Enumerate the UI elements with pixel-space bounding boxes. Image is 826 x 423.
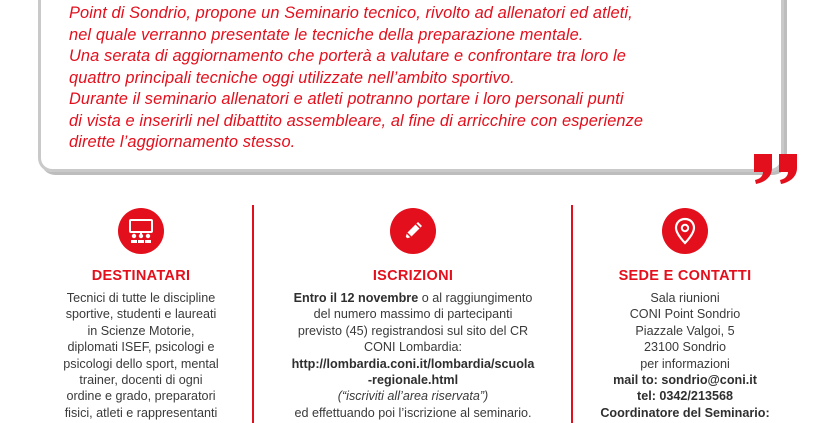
intro-line: Durante il seminario allenatori e atleti potranno portare i loro personali punti: [69, 90, 624, 108]
sede-body: [578, 290, 792, 421]
contact-phone[interactable]: tel: 0342/213568: [637, 389, 733, 404]
destinatari-line: sportive, studenti e laureati: [65, 307, 217, 322]
destinatari-line: diplomati ISEF, psicologi e: [67, 340, 215, 355]
sede-line: Piazzale Valgoi, 5: [635, 323, 735, 338]
intro-line: nel quale verranno presentate le tecniche della preparazione mentale.: [69, 25, 584, 44]
sede-line: CONI Point Sondrio: [629, 307, 741, 322]
iscrizioni-title: ISCRIZIONI: [372, 268, 454, 284]
destinatari-line: Tecnici di tutte le discipline: [66, 291, 216, 305]
location-pin-icon: [662, 208, 708, 254]
intro-line: quattro principali tecniche oggi utilizzate nell’ambito sportivo.: [69, 68, 515, 87]
deadline-line: [260, 290, 566, 306]
iscrizioni-closing: ed effettuando poi l’iscrizione al seminario.: [294, 405, 532, 420]
destinatari-column: [38, 208, 244, 421]
iscrizioni-line: CONI Lombardia:: [364, 340, 462, 355]
intro-line: dirette l’aggiornamento stesso.: [69, 133, 296, 151]
intro-line: di vista e inserirli nel dibattito assembleare, al fine di arricchire con esperienze: [69, 111, 644, 130]
destinatari-line: ordine e grado, preparatori: [66, 389, 216, 404]
sede-column: [578, 208, 792, 421]
sede-title: SEDE E CONTATTI: [618, 268, 752, 284]
reserved-area-hint: (“iscriviti all’area riservata”): [337, 389, 489, 404]
column-divider: [252, 205, 254, 423]
deadline-date: Entro il 12 novembre: [293, 291, 419, 305]
destinatari-line: psicologi dello sport, mental: [63, 356, 219, 371]
registration-url-line[interactable]: http://lombardia.coni.it/lombardia/scuola: [291, 356, 535, 371]
destinatari-line: trainer, docenti di ogni: [79, 373, 203, 388]
column-divider: [571, 205, 573, 423]
coordinator-label: Coordinatore del Seminario:: [600, 405, 770, 420]
sede-line: 23100 Sondrio: [644, 340, 726, 355]
sede-line: per informazioni: [640, 356, 730, 371]
intro-line: Point di Sondrio, propone un Seminario tecnico, rivolto ad allenatori ed atleti,: [69, 4, 633, 22]
deadline-rest: o al raggiungimento: [418, 291, 533, 305]
destinatari-line: fisici, atleti e rappresentanti: [64, 405, 218, 420]
pencil-icon: [390, 208, 436, 254]
audience-icon: [118, 208, 164, 254]
iscrizioni-column: [260, 208, 566, 421]
iscrizioni-line: del numero massimo di partecipanti: [313, 307, 513, 322]
registration-link[interactable]: [260, 356, 566, 389]
destinatari-body: [38, 290, 244, 421]
destinatari-title: DESTINATARI: [91, 268, 191, 284]
intro-text: [69, 3, 761, 154]
contact-email[interactable]: mail to: sondrio@coni.it: [613, 373, 757, 388]
destinatari-line: in Scienze Motorie,: [87, 323, 195, 338]
closing-quote-icon: [752, 152, 800, 184]
iscrizioni-line: previsto (45) registrandosi sul sito del CR: [297, 323, 529, 338]
registration-url-line[interactable]: -regionale.html: [367, 373, 459, 388]
sede-line: Sala riunioni: [650, 291, 720, 305]
iscrizioni-body: [260, 290, 566, 421]
intro-line: Una serata di aggiornamento che porterà a valutare e confrontare tra loro le: [69, 47, 627, 65]
